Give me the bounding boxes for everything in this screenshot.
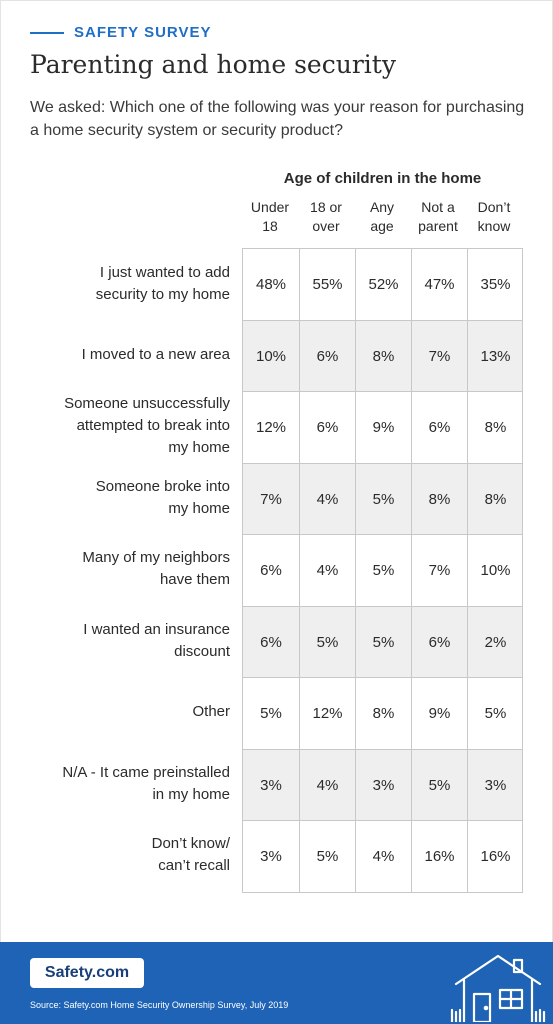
row-label: Someone broke into my home <box>95 477 230 517</box>
table-row <box>243 677 522 749</box>
table-row <box>243 820 522 892</box>
table-cell: 55% <box>299 249 355 320</box>
table-cell: 35% <box>467 249 523 320</box>
table-cell: 8% <box>355 678 411 749</box>
table-row <box>243 606 522 677</box>
row-label: I moved to a new area <box>81 345 230 363</box>
table-cell: 4% <box>299 464 355 534</box>
table-cell: 3% <box>355 750 411 820</box>
table-cell: 9% <box>411 678 467 749</box>
table-cell: 12% <box>255 419 287 436</box>
page-title: Parenting and home security <box>30 50 396 79</box>
column-group-header: Age of children in the home <box>283 170 482 187</box>
house-icon <box>450 950 546 1022</box>
table-cell: 8% <box>467 392 523 463</box>
table-cell: 5% <box>355 535 411 606</box>
row-label: I wanted an insurance discount <box>83 620 230 660</box>
table-cell: 5% <box>299 821 355 892</box>
table-cell: 4% <box>355 821 411 892</box>
logo-text: Safety.com <box>44 964 130 981</box>
column-header: Don’t know <box>477 199 511 234</box>
table-row <box>243 391 522 463</box>
kicker-text: SAFETY SURVEY <box>74 24 212 41</box>
table-cell: 7% <box>260 490 282 508</box>
table-cell: 4% <box>299 750 355 820</box>
column-header: Not a parent <box>418 199 458 234</box>
logo[interactable] <box>30 958 144 988</box>
table-cell: 7% <box>411 535 467 606</box>
column-header: 18 or over <box>310 199 342 234</box>
table-row <box>243 463 522 534</box>
table-cell: 5% <box>260 705 282 722</box>
table-cell: 6% <box>411 607 467 677</box>
table-cell: 13% <box>467 321 523 391</box>
kicker <box>30 24 211 41</box>
table-cell: 6% <box>260 633 282 651</box>
table-cell: 5% <box>355 464 411 534</box>
table-cell: 8% <box>355 321 411 391</box>
table-cell: 5% <box>411 750 467 820</box>
table-cell: 52% <box>355 249 411 320</box>
table-cell: 8% <box>467 464 523 534</box>
table-cell: 6% <box>411 392 467 463</box>
survey-question: We asked: Which one of the following was your reason for purchasing a home security system or security product? <box>30 99 525 139</box>
table-cell: 5% <box>299 607 355 677</box>
table-cell: 5% <box>467 678 523 749</box>
table-cell: 2% <box>467 607 523 677</box>
column-header: Any age <box>369 199 395 234</box>
table-cell: 16% <box>467 821 523 892</box>
row-label: Someone unsuccessfully attempted to break into my home <box>64 395 230 456</box>
results-table <box>242 248 523 893</box>
table-cell: 6% <box>260 562 282 579</box>
table-cell: 16% <box>411 821 467 892</box>
column-header: Under 18 <box>250 199 290 234</box>
table-cell: 7% <box>411 321 467 391</box>
table-cell: 12% <box>299 678 355 749</box>
row-label: Other <box>192 703 230 720</box>
row-label: I just wanted to add security to my home <box>95 263 230 303</box>
table-cell: 10% <box>255 347 287 365</box>
table-cell: 47% <box>411 249 467 320</box>
table-cell: 6% <box>299 321 355 391</box>
kicker-rule <box>30 32 64 34</box>
table-cell: 8% <box>411 464 467 534</box>
table-row <box>243 320 522 391</box>
table-cell: 10% <box>467 535 523 606</box>
table-cell: 6% <box>299 392 355 463</box>
row-label: N/A - It came preinstalled in my home <box>62 763 230 803</box>
table-row <box>243 534 522 606</box>
table-cell: 3% <box>467 750 523 820</box>
table-cell: 48% <box>255 276 287 293</box>
table-row <box>243 249 522 320</box>
table-cell: 3% <box>260 776 282 794</box>
table-cell: 4% <box>299 535 355 606</box>
table-row <box>243 749 522 820</box>
row-label: Don’t know/ can’t recall <box>151 835 230 874</box>
table-cell: 5% <box>355 607 411 677</box>
row-label: Many of my neighbors have them <box>82 549 230 588</box>
table-cell: 3% <box>260 848 282 865</box>
source-note: Source: Safety.com Home Security Ownership Survey, July 2019 <box>30 1000 289 1010</box>
table-cell: 9% <box>355 392 411 463</box>
